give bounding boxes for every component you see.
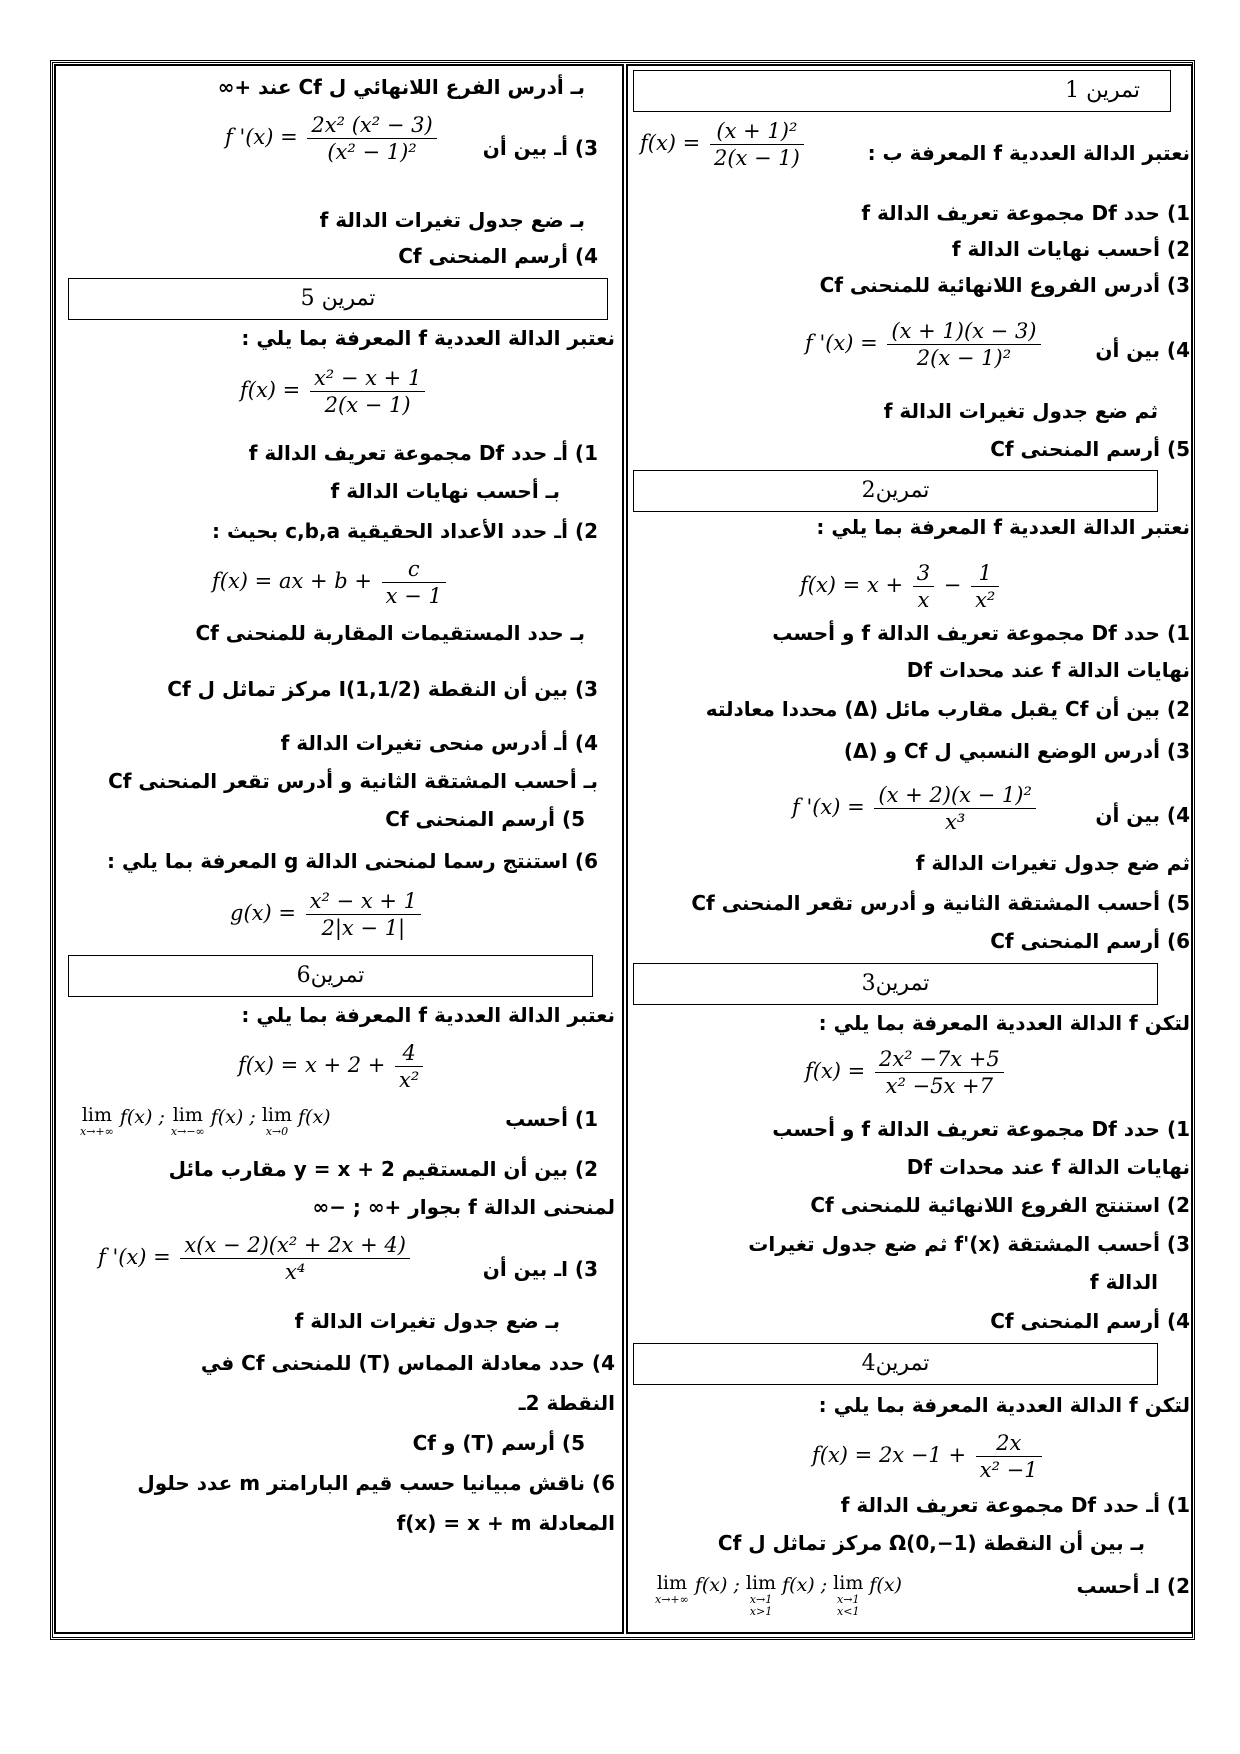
exercise-4-formula: f(x) = 2x −1 + $\frac{2x}{\text{x² −1}}$ <box>812 1430 1045 1483</box>
exercise-6-item-2: 2) بين أن المستقيم y = x + 2 مقارب مائل <box>168 1157 598 1181</box>
exercise-5-item-4: بـ حدد المستقيمات المقاربة للمنحنى Cf <box>195 621 585 645</box>
exercise-6-item-1: 1) أحسب <box>505 1107 598 1131</box>
exercise-4-item-5: 3) أـ بين أن <box>482 136 598 160</box>
exercise-5-item-9: 6) استنتج رسما لمنحنى الدالة g المعرفة بما يلي : <box>107 849 598 873</box>
exercise-1-item-1: 1) حدد Df مجموعة تعريف الدالة f <box>861 201 1190 225</box>
exercise-1-item-4: 4) بين أن <box>1095 338 1190 362</box>
exercise-6-intro: نعتبر الدالة العددية f المعرفة بما يلي : <box>241 1003 615 1027</box>
exercise-4-limits: lim x→+∞ f(x) ; lim x→1 x>1 f(x) ; lim x→1 x<1 f(x) <box>655 1572 902 1618</box>
exercise-5-formula: f(x) = $\frac{\text{x² − x + 1}}{2(x - 1)}$ <box>240 365 428 418</box>
exercise-5-title: تمرين 5 <box>68 278 608 320</box>
exercise-3-item-4: 3) أحسب المشتقة f'(x) ثم ضع جدول تغيرات <box>748 1232 1190 1256</box>
exercise-5-item-5: 3) بين أن النقطة I(1,1/2) مركز تماثل ل Cf <box>167 677 598 701</box>
exercise-5-item-3: 2) أـ حدد الأعداد الحقيقية c,b,a بحيث : <box>212 519 598 543</box>
exercise-6-item-5: بـ ضع جدول تغيرات الدالة f <box>294 1309 560 1333</box>
exercise-1-intro: نعتبر الدالة العددية f المعرفة ب : <box>867 141 1190 165</box>
exercise-2-item-8: 6) أرسم المنحنى Cf <box>990 929 1190 953</box>
exercise-4-item-6: بـ ضع جدول تغيرات الدالة f <box>319 208 585 232</box>
exercise-4-item-7: 4) أرسم المنحنى Cf <box>398 244 598 268</box>
exercise-2-item-5: 4) بين أن <box>1095 803 1190 827</box>
exercise-2-formula: f(x) = x + $\frac{3}{x}$ − $\frac{1}{\text{x²}}$ <box>800 560 1002 613</box>
exercise-6-item-6: 4) حدد معادلة المماس (T) للمنحنى Cf في <box>200 1351 615 1375</box>
exercise-5-g-formula: g(x) = $\frac{\text{x² − x + 1}}{2|x - 1|}$ <box>230 888 424 941</box>
exercise-5-item-7: بـ أحسب المشتقة الثانية و أدرس تقعر المنحنى Cf <box>108 769 598 793</box>
exercise-2-item-1: 1) حدد Df مجموعة تعريف الدالة f و أحسب <box>772 621 1190 645</box>
exercise-2-derivative: f '(x) = $\frac{\text{(x + 2)(x − 1)²}}{\text{x³}}$ <box>792 782 1039 835</box>
exercise-3-intro: لتكن f الدالة العددية المعرفة بما يلي : <box>818 1011 1190 1035</box>
exercise-2-intro: نعتبر الدالة العددية f المعرفة بما يلي : <box>816 515 1190 539</box>
exercise-3-formula: f(x) = $\frac{\text{2x² −7x +5}}{\text{x² −5x +7}}$ <box>805 1046 1007 1099</box>
exercise-4-derivative: f '(x) = $\frac{\text{2x² (x² − 3)}}{\text{(x² − 1)²}}$ <box>225 112 440 165</box>
exercise-6-derivative: f '(x) = $\frac{\text{x(x − 2)(x² + 2x + 4)}}{\text{x⁴}}$ <box>98 1232 413 1285</box>
exercise-2-item-7: 5) أحسب المشتقة الثانية و أدرس تقعر المنحنى Cf <box>691 891 1190 915</box>
exercise-1-title: تمرين 1 <box>633 70 1171 112</box>
exercise-1-item-5: ثم ضع جدول تغيرات الدالة f <box>883 399 1158 423</box>
exercise-4-item-1: 1) أـ حدد Df مجموعة تعريف الدالة f <box>840 1493 1190 1517</box>
exercise-4-title: تمرين4 <box>633 1343 1158 1385</box>
exercise-4-item-4: بـ أدرس الفرع اللانهائي ل Cf عند +∞ <box>217 75 585 99</box>
exercise-2-item-2: نهايات الدالة f عند محدات Df <box>906 658 1190 682</box>
exercise-6-item-10: المعادلة f(x) = x + m <box>396 1511 615 1535</box>
exercise-5-item-8: 5) أرسم المنحنى Cf <box>385 807 585 831</box>
exercise-5-item-6: 4) أـ أدرس منحى تغيرات الدالة f <box>280 731 598 755</box>
exercise-3-item-6: 4) أرسم المنحنى Cf <box>990 1309 1190 1333</box>
exercise-6-formula: f(x) = x + 2 + $\frac{4}{\text{x²}}$ <box>238 1040 426 1093</box>
exercise-5-item-1: 1) أـ حدد Df مجموعة تعريف الدالة f <box>248 441 598 465</box>
exercise-5-item-2: بـ أحسب نهايات الدالة f <box>330 479 560 503</box>
exercise-3-item-1: 1) حدد Df مجموعة تعريف الدالة f و أحسب <box>772 1117 1190 1141</box>
exercise-6-item-9: 6) ناقش مبيانيا حسب قيم البارامتر m عدد حلول <box>137 1471 615 1495</box>
exercise-1-formula: f(x) = $\frac{\text{(x + 1)²}}{2(x - 1)}$ <box>640 118 807 171</box>
exercise-6-item-3: لمنحنى الدالة f بجوار +∞ ; −∞ <box>312 1195 615 1219</box>
exercise-1-item-6: 5) أرسم المنحنى Cf <box>990 437 1190 461</box>
exercise-4-item-3: 2) اـ أحسب <box>1076 1574 1190 1598</box>
exercise-3-title: تمرين3 <box>633 963 1158 1005</box>
exercise-2-item-6: ثم ضع جدول تغيرات الدالة f <box>915 851 1190 875</box>
exercise-5-intro: نعتبر الدالة العددية f المعرفة بما يلي : <box>241 326 615 350</box>
exercise-6-title: تمرين6 <box>68 955 593 997</box>
exercise-6-item-8: 5) أرسم (T) و Cf <box>412 1431 585 1455</box>
exercise-2-item-4: 3) أدرس الوضع النسبي ل Cf و (Δ) <box>843 739 1190 763</box>
exercise-3-item-3: 2) استنتج الفروع اللانهائية للمنحنى Cf <box>810 1193 1190 1217</box>
exercise-1-item-2: 2) أحسب نهايات الدالة f <box>951 237 1190 261</box>
exercise-1-derivative: f '(x) = $\frac{(x + 1)(x - 3)}{\text{2(x − 1)²}}$ <box>805 318 1044 371</box>
exercise-4-item-2: بـ بين أن النقطة Ω(0,−1) مركز تماثل ل Cf <box>717 1531 1145 1555</box>
exercise-5-decomposition: f(x) = ax + b + $\frac{c}{x - 1}$ <box>212 556 449 609</box>
exercise-1-item-3: 3) أدرس الفروع اللانهائية للمنحنى Cf <box>819 273 1190 297</box>
exercise-6-item-7: النقطة 2ـ <box>518 1391 615 1415</box>
exercise-2-title: تمرين2 <box>633 470 1158 512</box>
exercise-3-item-2: نهايات الدالة f عند محدات Df <box>906 1155 1190 1179</box>
exercise-2-item-3: 2) بين أن Cf يقبل مقارب مائل (Δ) محددا معادلته <box>705 697 1190 721</box>
exercise-6-limits: lim x→+∞ f(x) ; lim x→−∞ f(x) ; lim x→0 f(x) <box>80 1104 331 1138</box>
exercise-4-intro: لتكن f الدالة العددية المعرفة بما يلي : <box>818 1393 1190 1417</box>
exercise-6-item-4: 3) اـ بين أن <box>482 1257 598 1281</box>
exercise-3-item-5: الدالة f <box>1089 1270 1158 1294</box>
